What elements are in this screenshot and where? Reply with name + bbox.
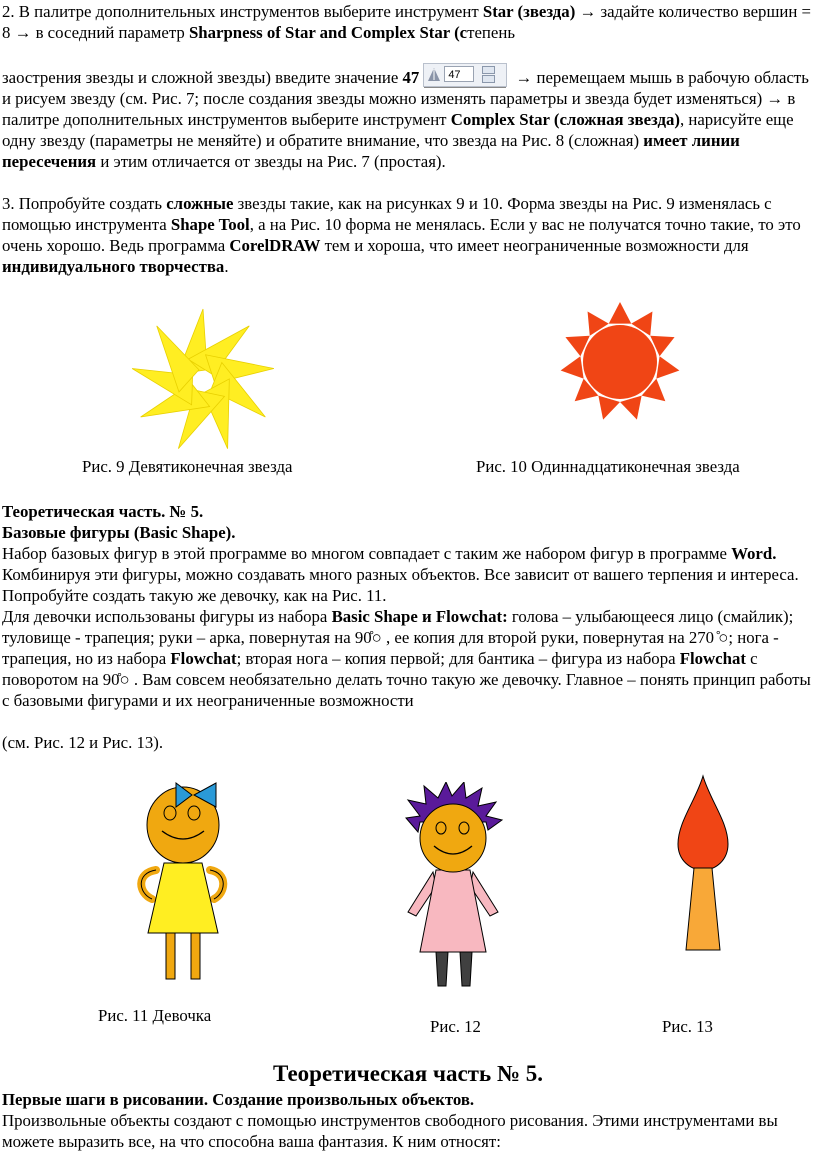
girl2-face <box>420 804 486 872</box>
spin-up-button[interactable] <box>482 66 495 74</box>
figure-11-girl <box>128 775 248 995</box>
girl-dress <box>148 863 218 933</box>
star-sharpness-icon <box>427 67 441 82</box>
sharpness-spinner[interactable] <box>423 63 507 87</box>
girl-right-eye <box>188 806 200 820</box>
caption-fig-10: Рис. 10 Одиннадцатиконечная звезда <box>476 457 740 476</box>
figure-13-match <box>668 772 738 972</box>
paragraph-step-2: 2. В палитре дополнительных инструментов выберите инструмент Star (звезда) → задайте количество вершин = 8 → в соседний параметр Sharpness of Star and Complex Star (степень <box>2 2 811 42</box>
girl2-left-eye <box>436 822 446 834</box>
girl-left-arm <box>141 870 156 899</box>
sharpness-value-field[interactable]: 47 <box>444 66 474 82</box>
girl-right-leg <box>191 933 200 979</box>
figure-10-eleven-pointed-star <box>555 300 685 425</box>
star11-ray <box>656 356 679 378</box>
match-stick <box>686 868 720 950</box>
star11-ray <box>561 356 584 378</box>
girl2-left-leg <box>436 952 448 986</box>
star11-ray <box>609 302 632 324</box>
girl2-right-eye <box>459 822 469 834</box>
spin-down-button[interactable] <box>482 75 495 83</box>
section-2-text: Произвольные объекты создают с помощью инструментов свободного рисования. Этими инструментами вы можете выразить все, на что способна ваша фантазия. К ним относят: <box>2 1111 778 1151</box>
star11-ray <box>620 396 642 420</box>
star11-ray <box>598 396 620 420</box>
section-1-see-figs: (см. Рис. 12 и Рис. 13). <box>2 733 164 752</box>
section-1-text: Набор базовых фигур в этой программе во многом совпадает с таким же набором фигур в программе Word. Комбинируя эти фигуры, можно создавать много разных объектов. Все зависит от вашего терпения и интереса. Попробуйте создать такую же девочку, как на Рис. 11. <box>2 544 799 605</box>
section-2-heading: Теоретическая часть № 5. <box>273 1061 543 1086</box>
figure-9-nine-pointed-star <box>120 305 290 455</box>
girl-right-arm <box>210 870 223 899</box>
caption-fig-13: Рис. 13 <box>662 1017 713 1036</box>
section-1-subtitle: Базовые фигуры (Basic Shape). <box>2 523 236 542</box>
figure-12-girl-spiky-hair <box>398 782 518 997</box>
paragraph-step-3: 3. Попробуйте создать сложные звезды такие, как на рисунках 9 и 10. Форма звезды на Рис. 9 изменялась с помощью инструмента Shape Tool, а на Рис. 10 форма не менялась. Если у вас не получатся точно такие, то это очень хорошо. Ведь программа CorelDRAW тем и хороша, что имеет неограниченные возможности для индивидуального творчества. <box>2 194 801 276</box>
girl-left-eye <box>164 806 176 820</box>
girl-left-leg <box>166 933 175 979</box>
section-1-heading: Теоретическая часть. № 5. <box>2 502 204 521</box>
section-2-subtitle: Первые шаги в рисовании. Создание произвольных объектов. <box>2 1090 475 1109</box>
star11-center <box>583 325 657 399</box>
girl2-right-leg <box>460 952 472 986</box>
section-1-girl-text: Для девочки использованы фигуры из набора Basic Shape и Flowchat: голова – улыбающееся лицо (смайлик); туловище - трапеция; руки – арка, повернутая на 90○ , ее копия для второй руки, повернутая на 270 ○; нога - трапеция, но из набора Flowchat; вторая нога – копия первой; для бантика – фигура из набора Flowchat с поворотом на 90○ . Вам совсем необязательно делать точно такую же девочку. Главное – понять принцип работы с базовыми фигурами и их неограниченные возможности <box>2 607 811 710</box>
match-flame <box>678 776 728 870</box>
caption-fig-9: Рис. 9 Девятиконечная звезда <box>82 457 293 476</box>
caption-fig-11: Рис. 11 Девочка <box>98 1006 212 1025</box>
caption-fig-12: Рис. 12 <box>430 1017 481 1036</box>
paragraph-step-2-cont: заострения звезды и сложной звезды) введите значение 47 47 → перемещаем мышь в рабочую область и рисуем звезду (см. Рис. 7; после создания звезды можно изменять параметры и звезда будет изменяться) → в палитре дополнительных инструментов выберите инструмент Complex Star (сложная звезда), нарисуйте еще одну звезду (параметры не меняйте) и обратите внимание, что звезда на Рис. 8 (сложная) имеет линии пересечения и этим отличается от звезды на Рис. 7 (простая). <box>2 63 814 172</box>
